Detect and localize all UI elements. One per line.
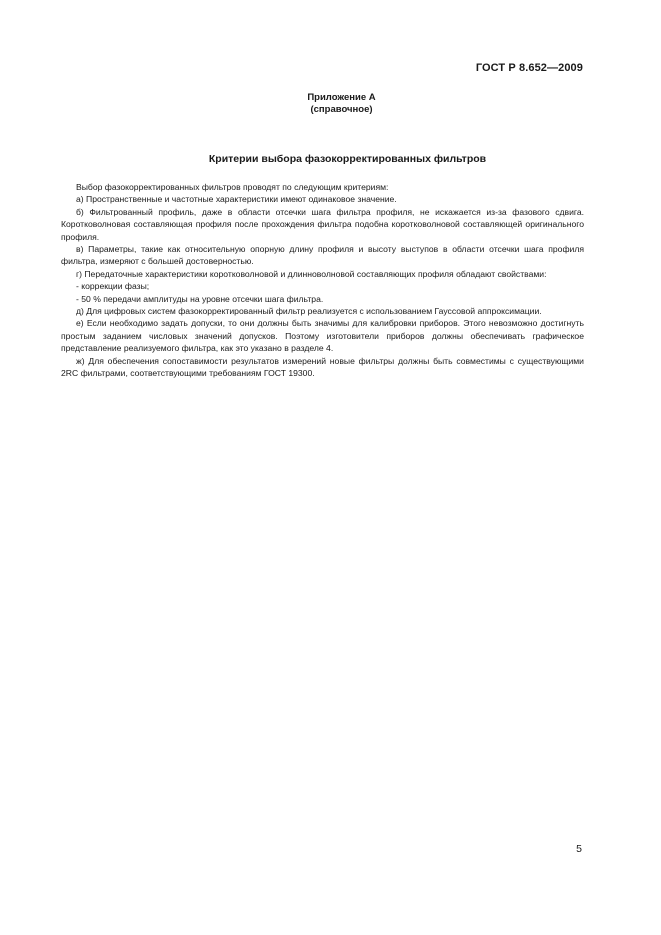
page-number: 5 — [576, 843, 582, 855]
appendix-subtitle: (справочное) — [310, 104, 373, 115]
paragraph: д) Для цифровых систем фазокорректированный фильтр реализуется с использованием Гауссовой аппроксимации. — [76, 306, 542, 317]
paragraph: а) Пространственные и частотные характеристики имеют одинаковое значение. — [76, 194, 397, 205]
paragraph: Выбор фазокорректированных фильтров проводят по следующим критериям: — [76, 182, 389, 192]
paragraph: - коррекции фазы; — [76, 281, 150, 292]
paragraph: е) Если необходимо задать допуски, то они должны быть значимы для калибровки приборов. Этого невозможно достигнуть простым заданием числовых значений допусков. Поэтому изготовители приборов должны обеспечивать графическое представление реализуемого фильтра, как это указано в разделе 4. — [61, 318, 584, 354]
paragraph: б) Фильтрованный профиль, даже в области отсечки шага фильтра профиля, не искажается из-за фазового сдвига. Коротковолновая составляющая профиля после прохождения фильтра подобна коротковолновой составляющей оригинального профиля. — [61, 206, 584, 242]
appendix-title: Приложение А — [307, 92, 376, 103]
section-title: Критерии выбора фазокорректированных фильтров — [208, 153, 487, 165]
paragraph: ж) Для обеспечения сопоставимости результатов измерений новые фильтры должны быть совместимы с существующими 2RC фильтрами, соответствующими требованиям ГОСТ 19300. — [61, 355, 584, 379]
body-text — [61, 181, 584, 380]
standard-code: ГОСТ Р 8.652—2009 — [475, 62, 583, 74]
appendix-heading — [0, 92, 661, 116]
paragraph: - 50 % передачи амплитуды на уровне отсечки шага фильтра. — [76, 293, 324, 304]
paragraph: в) Параметры, такие как относительную опорную длину профиля и высоту выступов в области отсечки шага профиля фильтра, измеряют с большей достоверностью. — [61, 244, 584, 267]
paragraph: г) Передаточные характеристики коротковолновой и длинноволновой составляющих профиля обладают свойствами: — [76, 268, 547, 279]
